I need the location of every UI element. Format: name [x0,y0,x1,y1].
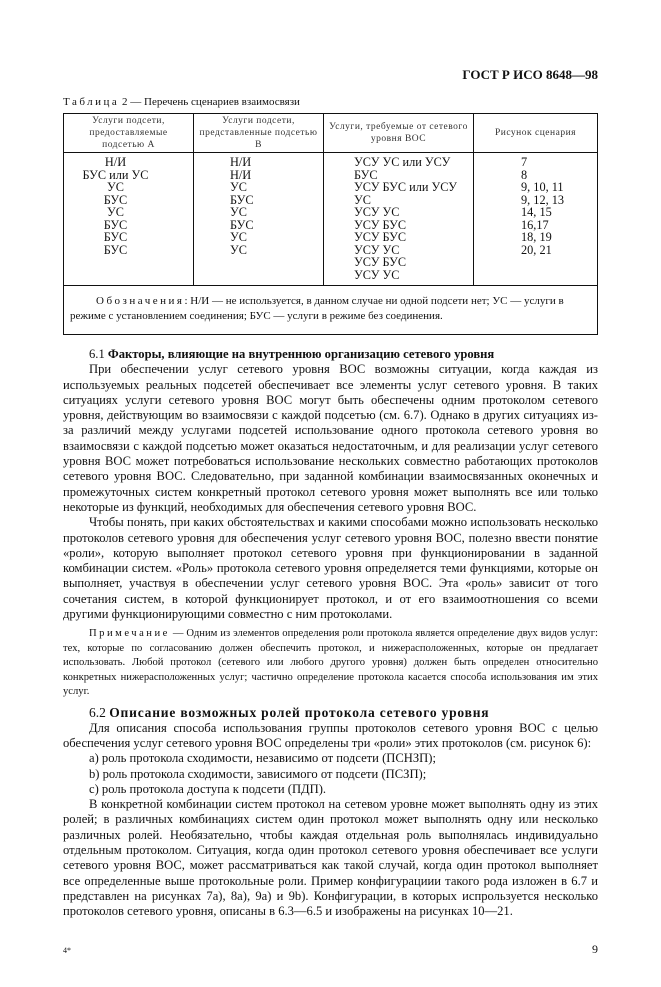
section-number: 6.2 [89,705,106,721]
note-text: — Одним из элементов определения роли протокола является определение двух видов услуг: тех, которые по согласованию должен обеспечить протокол, и нижерасположенных, которые он предлагает использовать. Любой протокол (сетевого или любого другого уровня) должен быть определен относительно конкретных нижерасположенных услуг; частично определение протокола касается способа использования им этих услуг. [63,628,598,697]
section-6-2 [63,705,598,919]
section-number: 6.1 [89,347,105,361]
table-cell: УСУ УС [354,205,400,219]
table-cell: Н/И [104,155,127,169]
table-cell: БУС [103,242,128,257]
column-b-cells [194,153,324,286]
table-cell: УСУ БУС [354,217,407,232]
table-cell: 20, 21 [521,242,552,257]
table-cell: Н/И [230,167,252,182]
table-cell: УСУ УС [354,242,400,257]
document-header: ГОСТ Р ИСО 8648—98 [462,67,598,82]
list-item: с) роль протокола доступа к подсети (ПДП). [89,781,327,796]
note [63,627,598,699]
table-cell: УС [107,180,124,194]
column-header: Услуги, требуемые от сетевого уровня ВОС [324,114,474,153]
page-number: 9 [592,941,598,956]
scenarios-table [63,113,598,335]
table-header-row [64,114,598,153]
table-cell: БУС [103,217,128,232]
paragraph: В конкретной комбинации систем протокол на сетевом уровне может выполнять одну из этих ролей; в различных комбинациях систем один протокол может выполнять одну или несколько различных ролей. Необязательно, чтобы каждая отдельная роль выполнялась индивидуально отдельным протоколом. Ситуация, когда один протокол сетевого уровня обеспечивает все услуги сетевого уровня ВОС, может рассматриваться как такой случай, когда один протокол выполняет все определенные выше протокольные роли. Пример конфигурациии такого рода изложен в 6.7 и представлен на рисунках 7а), 8а), 9а) и 9b). Конфигурации, в которых испрользуется несколько протоколов сетевого уровня, описаны в 6.3—6.5 и изображены на рисунках 10—21. [63,797,598,919]
table-cell: 7 [521,155,528,169]
column-header: Услуги подсети, представленные подсетью В [194,114,324,153]
section-title: Факторы, влияющие на внутреннюю организацию сетевого уровня [107,347,495,361]
list-item: b) роль протокола сходимости, зависимого от подсети (ПСЗП); [89,766,427,781]
table-caption-prefix: Таблица [63,96,120,108]
table-cell: 16,17 [521,217,549,232]
table-cell: 18, 19 [521,230,552,244]
table-cell: 8 [521,167,528,182]
table-cell: БУС [230,217,254,232]
table-cell: УСУ БУС [354,230,407,244]
notes-label: Обозначения [96,295,185,307]
column-required-cells [324,153,474,286]
column-header: Рисунок сценария [474,114,598,153]
section-heading [63,347,598,362]
table-body [64,153,598,286]
paragraph: Чтобы понять, при каких обстоятельствах и какими способами можно использовать несколько протоколов сетевого уровня для обеспечения услуг сетевого уровня ВОС, полезно ввести понятие «роли», которую выполняет протокол сетевого уровня при функционировании в заданной комбинации систем. «Роль» протокола сетевого уровня определяется теми функциями, которые он выполняет, участвуя в обеспечении услуг сетевого уровня ВОС. Эта «роль» зависит от того сочетания систем, в которой функционирует протокол, и от его взаимоотношения со всеми другими функционирующими совместно с ним протоколами. [63,515,598,622]
note-label: Примечание [89,628,170,640]
section-heading [63,705,598,720]
table-cell: УС [230,230,247,244]
table-cell: 9, 10, 11 [521,180,564,194]
table-notes [64,286,598,335]
table-cell: УС [230,180,247,194]
table-cell: БУС или УС [82,167,149,182]
paragraph: Для описания способа использования группы протоколов сетевого уровня ВОС с целью обеспечения услуг сетевого уровня ВОС определены три «роли» этих протоколов (см. рисунок 6): [63,720,598,750]
notes-text: : Н/И — не используется, в данном случае ни одной подсети нет; УС — услуги в режиме с установлением соединения; БУС — услуги в режиме без соединения. [70,295,564,322]
table-caption-text: 2 — Перечень сценариев взаимосвязи [122,96,300,108]
table-cell: УСУ БУС [354,255,407,269]
table-cell: УСУ УС [354,267,400,282]
table-notes-row [64,286,598,335]
table-cell: 9, 12, 13 [521,192,565,207]
section-title: Описание возможных ролей протокола сетевого уровня [109,705,490,721]
column-a-cells [64,153,194,286]
table-cell: УС [107,205,124,219]
table-cell: БУС [230,192,254,207]
table-caption [63,95,598,109]
sheet-signature: 4* [63,945,71,955]
table-cell: УСУ БУС или УСУ УС [354,180,457,207]
paragraph: При обеспечении услуг сетевого уровня ВОС возможны ситуации, когда каждая из используемых реальных подсетей обеспечивает все элементы услуг сетевого уровня. В таких ситуациях услуги сетевого уровня ВОС могут быть обеспечены одним протоколом сетевого уровня, действующим во взаимосвязи с каждой подсетью (см. 6.7). Однако в других ситуациях из-за различий между услугами подсетей использование одного протокола сетевого уровня во взаимосвязи с каждой подсетью может оказаться недостаточным, и для реализации услуг сетевого уровня ВОС может потребоваться использование нескольких совместно работающих протоколов сетевого уровня ВОС. Следовательно, при заданной комбинации взаимосвязанных оконечных и промежуточных систем конкретный протокол сетевого уровня может выполнять все или только некоторые из функций, необходимых для обеспечения сетевого уровня ВОС. [63,362,598,514]
table-cell: УС [230,205,247,219]
table-cell: БУС [103,192,128,207]
table-cell: БУС [103,230,128,244]
list-item: а) роль протокола сходимости, независимо от подсети (ПСНЗП); [89,751,436,766]
column-header: Услуги подсети, предоставляемые подсетью А [64,114,194,153]
table-cell: 14, 15 [521,205,552,219]
table-cell: Н/И [230,155,252,169]
column-figure-cells [474,153,598,286]
table-cell: УСУ УС или УСУ БУС [354,155,451,182]
section-6-1 [63,347,598,699]
page-footer [63,942,598,957]
table-cell: УС [230,242,247,257]
